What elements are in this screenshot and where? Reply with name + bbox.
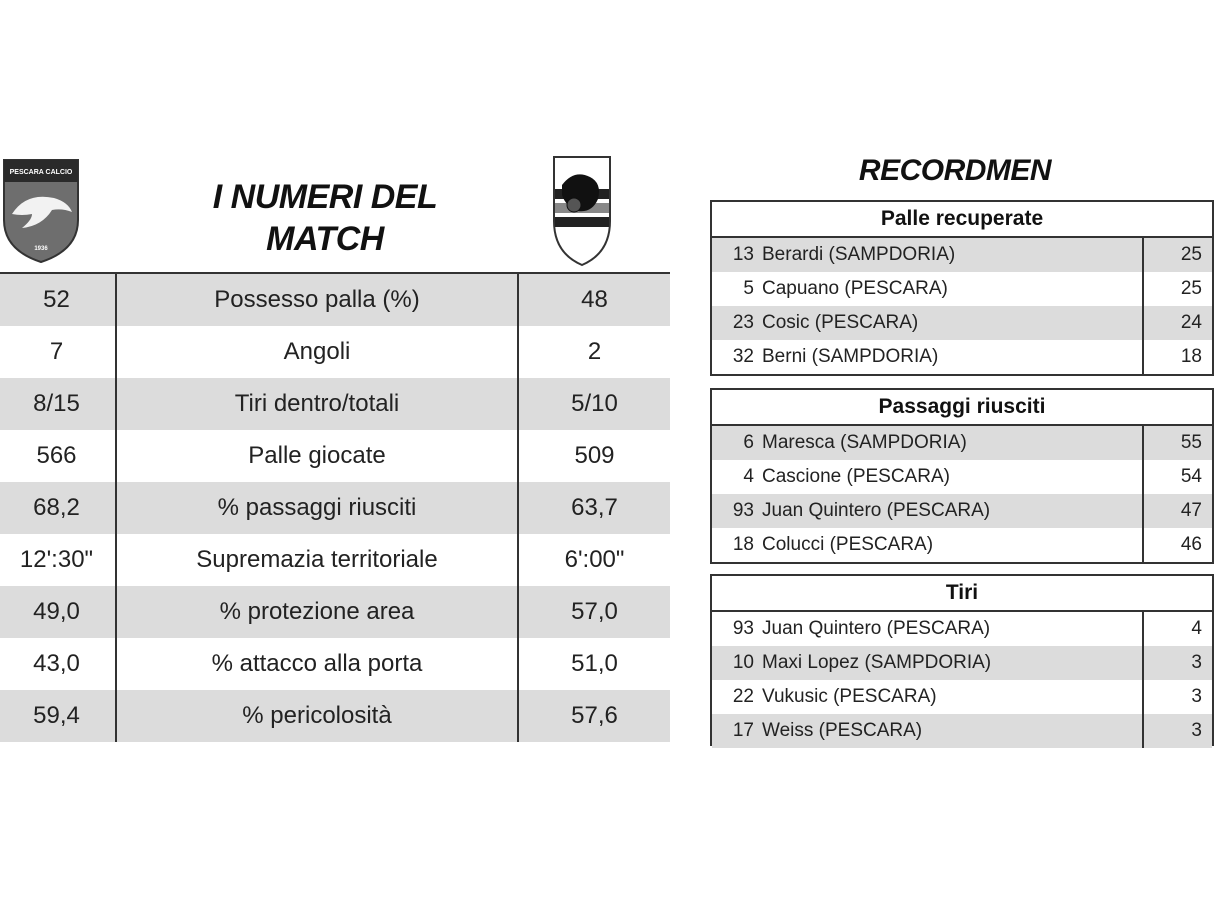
player-name: Capuano (PESCARA): [762, 278, 948, 299]
stat-row: [0, 326, 670, 378]
player-value: 3: [1142, 714, 1212, 748]
list-item: [712, 340, 1212, 374]
player-name: Maxi Lopez (SAMPDORIA): [762, 652, 992, 673]
home-value: 59,4: [0, 690, 116, 742]
player-name: Maresca (SAMPDORIA): [762, 432, 967, 453]
stat-row: [0, 378, 670, 430]
stat-row: [0, 534, 670, 586]
player-value: 4: [1142, 612, 1212, 646]
stat-label: % attacco alla porta: [116, 638, 518, 690]
player-value: 25: [1142, 238, 1212, 272]
list-item: [712, 306, 1212, 340]
stat-label: % passaggi riusciti: [116, 482, 518, 534]
match-stats-table: [0, 272, 670, 742]
recordmen-section-palle-recuperate: [710, 200, 1214, 376]
stat-row: [0, 482, 670, 534]
away-value: 2: [518, 326, 670, 378]
stat-label: % pericolosità: [116, 690, 518, 742]
stat-label: Possesso palla (%): [116, 273, 518, 326]
player-name: Berni (SAMPDORIA): [762, 346, 939, 367]
list-item: [712, 612, 1212, 646]
stat-row: [0, 273, 670, 326]
player-name: Cosic (PESCARA): [762, 312, 919, 333]
player-value: 47: [1142, 494, 1212, 528]
player-name: Juan Quintero (PESCARA): [762, 618, 991, 639]
away-value: 509: [518, 430, 670, 482]
stat-label: Palle giocate: [116, 430, 518, 482]
away-value: 48: [518, 273, 670, 326]
player-number: 32: [732, 346, 754, 367]
pescara-logo-year: 1936: [34, 246, 48, 252]
player-number: 6: [743, 432, 754, 453]
player-value: 55: [1142, 426, 1212, 460]
player-value: 3: [1142, 646, 1212, 680]
player-number: 13: [732, 244, 754, 265]
player-value: 54: [1142, 460, 1212, 494]
stat-row: [0, 690, 670, 742]
section-title: Passaggi riusciti: [712, 390, 1212, 426]
home-value: 43,0: [0, 638, 116, 690]
stat-row: [0, 638, 670, 690]
player-value: 18: [1142, 340, 1212, 374]
stat-label: Tiri dentro/totali: [116, 378, 518, 430]
list-item: [712, 460, 1212, 494]
match-title-line1: I NUMERI DEL: [212, 178, 438, 216]
player-number: 23: [732, 312, 754, 333]
home-value: 52: [0, 273, 116, 326]
stat-label: Angoli: [116, 326, 518, 378]
player-name: Cascione (PESCARA): [762, 466, 950, 487]
player-value: 24: [1142, 306, 1212, 340]
match-title: [160, 176, 490, 260]
home-value: 566: [0, 430, 116, 482]
player-value: 25: [1142, 272, 1212, 306]
player-number: 4: [743, 466, 754, 487]
player-name: Berardi (SAMPDORIA): [762, 244, 956, 265]
away-value: 63,7: [518, 482, 670, 534]
sampdoria-logo: [552, 155, 612, 267]
player-number: 93: [732, 500, 754, 521]
player-number: 18: [732, 534, 754, 555]
home-value: 12':30": [0, 534, 116, 586]
list-item: [712, 714, 1212, 748]
away-value: 57,6: [518, 690, 670, 742]
pescara-logo: [2, 158, 80, 264]
player-number: 17: [732, 720, 754, 741]
pescara-logo-text: PESCARA CALCIO: [9, 169, 73, 176]
home-value: 68,2: [0, 482, 116, 534]
player-name: Colucci (PESCARA): [762, 534, 934, 555]
stat-row: [0, 586, 670, 638]
recordmen-section-tiri: [710, 574, 1214, 746]
home-value: 7: [0, 326, 116, 378]
stat-label: % protezione area: [116, 586, 518, 638]
recordmen-title: RECORDMEN: [858, 154, 1052, 187]
stat-label: Supremazia territoriale: [116, 534, 518, 586]
list-item: [712, 494, 1212, 528]
list-item: [712, 680, 1212, 714]
list-item: [712, 646, 1212, 680]
list-item: [712, 426, 1212, 460]
player-value: 3: [1142, 680, 1212, 714]
section-title: Palle recuperate: [712, 202, 1212, 238]
stat-row: [0, 430, 670, 482]
match-title-line2: MATCH: [266, 220, 384, 258]
home-value: 8/15: [0, 378, 116, 430]
player-number: 5: [743, 278, 754, 299]
recordmen-section-passaggi-riusciti: [710, 388, 1214, 564]
player-value: 46: [1142, 528, 1212, 562]
player-number: 22: [732, 686, 754, 707]
list-item: [712, 528, 1212, 562]
section-title: Tiri: [712, 576, 1212, 612]
away-value: 51,0: [518, 638, 670, 690]
list-item: [712, 272, 1212, 306]
away-value: 57,0: [518, 586, 670, 638]
list-item: [712, 238, 1212, 272]
player-name: Juan Quintero (PESCARA): [762, 500, 991, 521]
player-name: Weiss (PESCARA): [762, 720, 923, 741]
away-value: 5/10: [518, 378, 670, 430]
player-name: Vukusic (PESCARA): [762, 686, 937, 707]
player-number: 10: [732, 652, 754, 673]
player-number: 93: [732, 618, 754, 639]
away-value: 6':00": [518, 534, 670, 586]
home-value: 49,0: [0, 586, 116, 638]
